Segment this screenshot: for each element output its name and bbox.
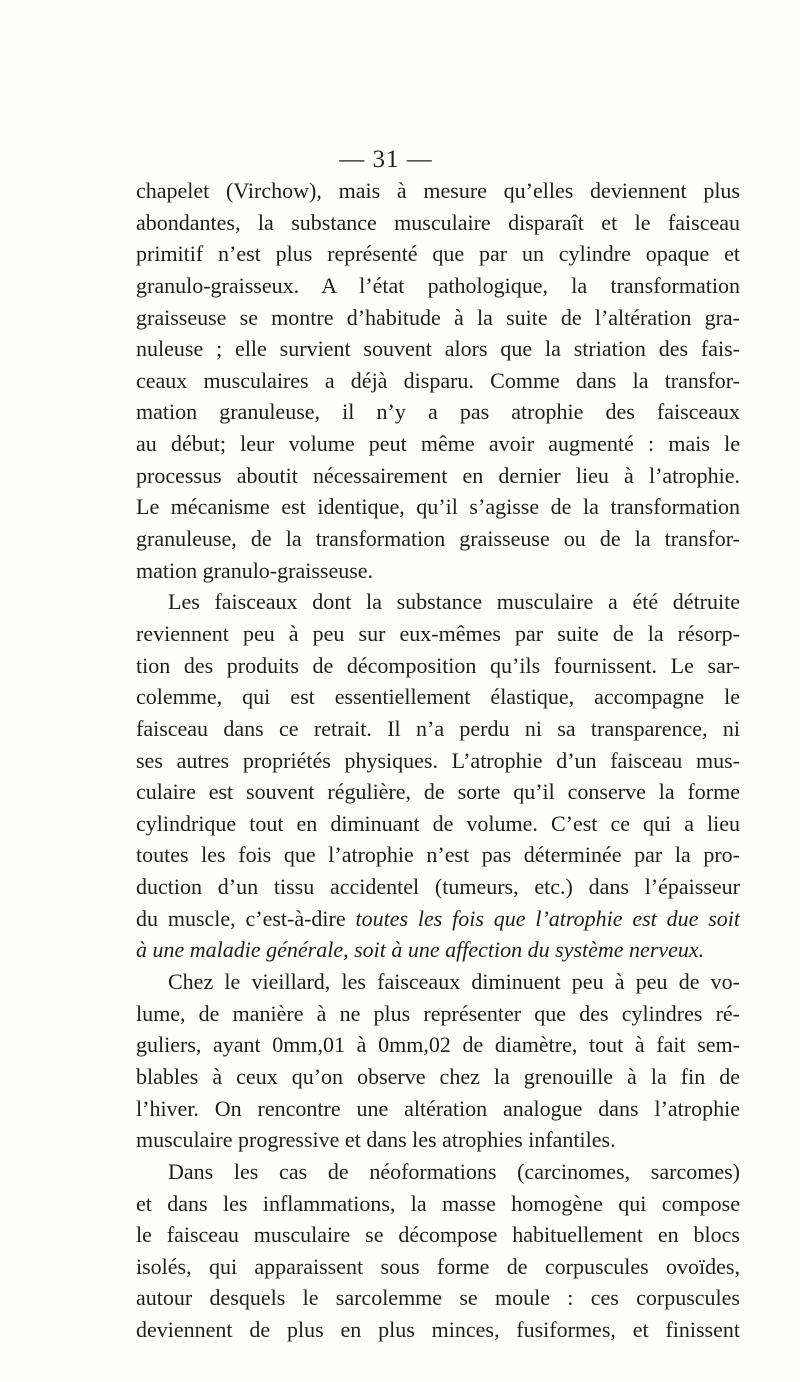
text-line: granuleuse, de la transformation graisseuse ou de la transfor- xyxy=(136,526,740,552)
text-line: Le mécanisme est identique, qu’il s’agisse de la transformation xyxy=(136,494,740,520)
text-line: Chez le vieillard, les faisceaux diminuent peu à peu de vo- xyxy=(168,969,740,995)
body-text xyxy=(136,175,740,1346)
page-number: — 31 — xyxy=(339,146,433,173)
text-line: granulo-graisseux. A l’état pathologique, la transformation xyxy=(136,272,740,298)
text-line: mation granulo-graisseuse. xyxy=(136,557,374,583)
text-line: mation granuleuse, il n’y a pas atrophie des faisceaux xyxy=(136,399,740,425)
text-line: et dans les inflammations, la masse homogène qui compose xyxy=(136,1190,740,1216)
text-line: abondantes, la substance musculaire disparaît et le faisceau xyxy=(136,209,740,235)
text-line: musculaire progressive et dans les atrophies infantiles. xyxy=(136,1127,616,1153)
text-segment: du muscle, c’est-à-dire xyxy=(136,905,356,931)
text-line: faisceau dans ce retrait. Il n’a perdu ni sa transparence, ni xyxy=(136,715,740,741)
text-line: colemme, qui est essentiellement élastique, accompagne le xyxy=(136,684,740,710)
text-line: autour desquels le sarcolemme se moule : ces corpuscules xyxy=(136,1285,740,1311)
italic-segment: toutes les fois que l’atrophie est due soit xyxy=(355,905,741,931)
text-line: blables à ceux qu’on observe chez la grenouille à la fin de xyxy=(136,1063,740,1089)
text-line-mixed xyxy=(136,903,740,935)
text-line: tion des produits de décomposition qu’ils fournissent. Le sar- xyxy=(136,652,740,678)
italic-segment: à une maladie générale, soit à une affection du système nerveux. xyxy=(136,937,705,963)
italic-line xyxy=(136,934,740,966)
text-line: duction d’un tissu accidentel (tumeurs, etc.) dans l’épaisseur xyxy=(136,874,740,900)
text-line: reviennent peu à peu sur eux-mêmes par suite de la résorp- xyxy=(136,620,740,646)
text-line: chapelet (Virchow), mais à mesure qu’elles deviennent plus xyxy=(136,178,740,203)
text-line: ses autres propriétés physiques. L’atrophie d’un faisceau mus- xyxy=(136,747,740,773)
text-line: au début; leur volume peut même avoir augmenté : mais le xyxy=(136,431,740,457)
text-line: Les faisceaux dont la substance musculaire a été détruite xyxy=(168,589,740,615)
text-line: isolés, qui apparaissent sous forme de corpuscules ovoïdes, xyxy=(136,1253,740,1279)
text-line: primitif n’est plus représenté que par un cylindre opaque et xyxy=(136,241,740,267)
text-line: l’hiver. On rencontre une altération analogue dans l’atrophie xyxy=(136,1095,740,1121)
text-line: deviennent de plus en plus minces, fusiformes, et finissent xyxy=(136,1317,740,1343)
text-line: nuleuse ; elle survient souvent alors que la striation des fais- xyxy=(136,336,740,362)
text-line: cylindrique tout en diminuant de volume. C’est ce qui a lieu xyxy=(136,810,740,836)
text-line: culaire est souvent régulière, de sorte qu’il conserve la forme xyxy=(136,779,740,805)
text-line: le faisceau musculaire se décompose habituellement en blocs xyxy=(136,1222,740,1248)
text-line: Dans les cas de néoformations (carcinomes, sarcomes) xyxy=(168,1158,740,1184)
text-line: processus aboutit nécessairement en dernier lieu à l’atrophie. xyxy=(136,462,740,488)
text-line: lume, de manière à ne plus représenter que des cylindres ré- xyxy=(136,1000,740,1026)
text-line: toutes les fois que l’atrophie n’est pas déterminée par la pro- xyxy=(136,842,740,868)
text-line: guliers, ayant 0mm,01 à 0mm,02 de diamètre, tout à fait sem- xyxy=(136,1032,740,1058)
text-line: graisseuse se montre d’habitude à la suite de l’altération gra- xyxy=(136,304,740,330)
text-line: ceaux musculaires a déjà disparu. Comme dans la transfor- xyxy=(136,367,740,393)
